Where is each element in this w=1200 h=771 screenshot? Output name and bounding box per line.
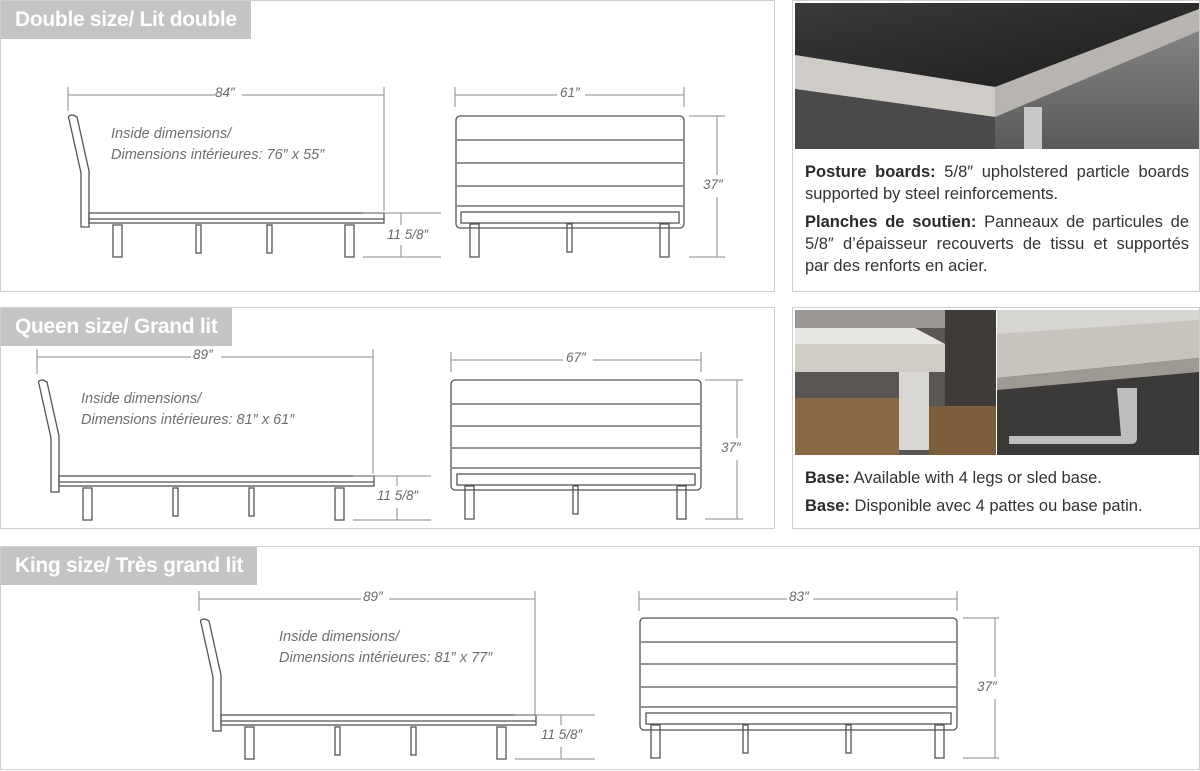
inside-line1: Inside dimensions/ (279, 629, 400, 645)
inside-line2: Dimensions intérieures: 76″ x 55″ (111, 147, 325, 163)
base-sled-photo (997, 310, 1199, 455)
double-front-view-drawing (1, 1, 776, 293)
base-caption (805, 467, 1195, 523)
double-size-panel (0, 0, 775, 292)
double-front-width-label: 61″ (560, 85, 580, 100)
queen-front-view-drawing (1, 308, 776, 530)
double-height-label: 11 5/8″ (387, 227, 429, 242)
posture-en-body: 5/8″ upholstered particle boards supported by steel reinforcements. (805, 163, 1189, 203)
queen-side-width-label: 89″ (193, 347, 213, 362)
posture-fr-title: Planches de soutien: (805, 213, 977, 231)
queen-size-panel (0, 307, 775, 529)
posture-boards-panel (792, 0, 1200, 292)
base-legs-photo (795, 310, 996, 455)
base-fr-title: Base: (805, 497, 850, 515)
king-front-width-label: 83″ (789, 589, 809, 604)
double-side-width-label: 84″ (215, 85, 235, 100)
sled-base-image (997, 310, 1199, 455)
king-size-title: King size/ Très grand lit (1, 547, 257, 585)
inside-line1: Inside dimensions/ (81, 391, 202, 407)
base-en-text (805, 467, 1195, 489)
king-size-panel (0, 546, 1200, 770)
legs-base-image (795, 310, 996, 455)
inside-line2: Dimensions intérieures: 81″ x 77″ (279, 650, 493, 666)
posture-boards-image (795, 3, 1199, 149)
double-size-title: Double size/ Lit double (1, 1, 251, 39)
inside-line1: Inside dimensions/ (111, 126, 232, 142)
base-en-body: Available with 4 legs or sled base. (849, 469, 1102, 487)
queen-headboard-height-label: 37″ (721, 440, 741, 455)
king-headboard-height-label: 37″ (977, 679, 997, 694)
queen-size-title: Queen size/ Grand lit (1, 308, 232, 346)
base-fr-body: Disponible avec 4 pattes ou base patin. (849, 497, 1143, 515)
posture-en-title: Posture boards: (805, 163, 936, 181)
base-fr-text (805, 495, 1195, 517)
posture-fr-body: Panneaux de particules de 5/8″ d’épaisseur recouverts de tissu et supportés par des renforts en acier. (805, 213, 1189, 275)
king-front-view-drawing (1, 547, 1200, 771)
queen-front-width-label: 67″ (566, 350, 586, 365)
inside-line2: Dimensions intérieures: 81″ x 61″ (81, 412, 295, 428)
posture-fr-text (805, 211, 1189, 277)
posture-boards-caption (805, 161, 1189, 283)
posture-boards-photo (795, 3, 1199, 149)
queen-height-label: 11 5/8″ (377, 488, 419, 503)
posture-en-text (805, 161, 1189, 205)
king-side-width-label: 89″ (363, 589, 383, 604)
base-en-title: Base: (805, 469, 850, 487)
base-panel (792, 307, 1200, 529)
king-height-label: 11 5/8″ (541, 727, 583, 742)
double-headboard-height-label: 37″ (703, 177, 723, 192)
